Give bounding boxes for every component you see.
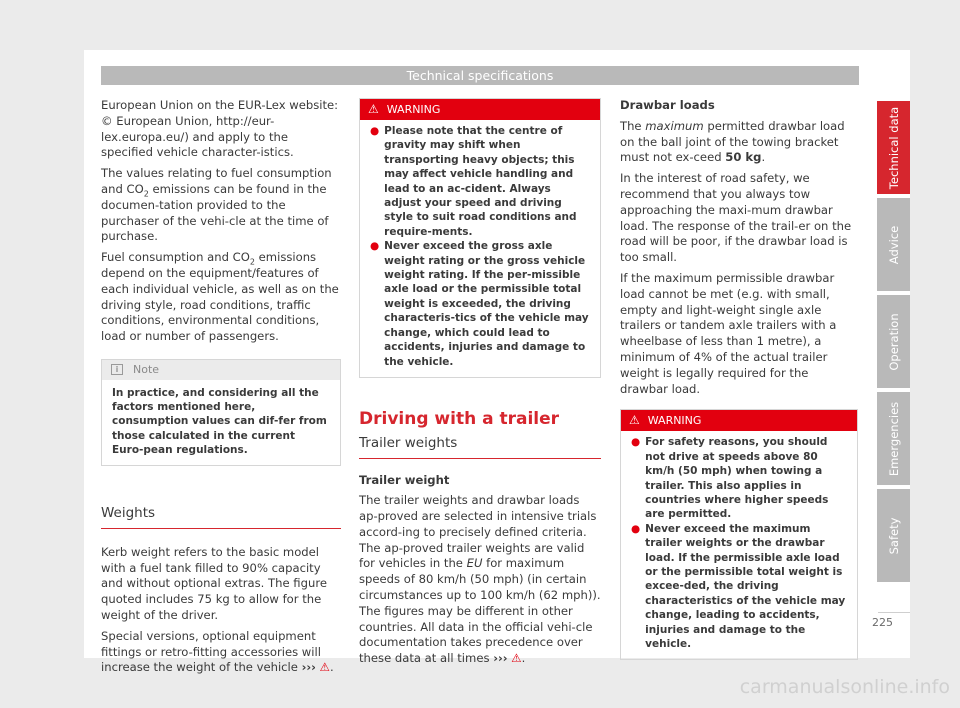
column-3	[620, 98, 858, 660]
warning-box	[620, 409, 858, 660]
page-number: 225	[872, 616, 893, 629]
watermark: carmanualsonline.info	[739, 676, 950, 698]
note-header: i Note	[102, 360, 340, 380]
tab-advice[interactable]: Advice	[877, 198, 910, 291]
warning-text	[621, 431, 857, 659]
tab-emergencies[interactable]: Emergencies	[877, 392, 910, 485]
cross-ref-arrows[interactable]: ›››	[493, 651, 508, 666]
warning-item: ● Never exceed the gross axle weight rating or the gross vehicle weight rating. If the per-missible axle load or the permissible total weight is exceeded, the driving characteris-tics of the vehicle may change, which could lead to accidents, injuries and damage to the vehicle.	[370, 240, 589, 368]
tab-operation[interactable]: Operation	[877, 295, 910, 388]
tab-safety[interactable]: Safety	[877, 489, 910, 582]
divider	[878, 612, 910, 613]
subheading: Drawbar loads	[620, 98, 715, 112]
warning-item: ● For safety reasons, you should not drive at speeds above 80 km/h (50 mph) when towing a trailer. This also applies in countries where higher speeds are permitted.	[631, 436, 829, 521]
cross-ref-arrows[interactable]: ›››	[301, 660, 316, 675]
paragraph: The maximum permitted drawbar load on the ball joint of the towing bracket must not ex-ceed 50 kg.	[620, 118, 845, 165]
subheading: Trailer weight	[359, 472, 450, 487]
paragraph: The values relating to fuel consumption and $CO_2$ emissions can be found in the documen-tation provided to the purchaser of the vehi-cle at the time of purchase.	[101, 166, 332, 244]
bullet-icon: ●	[631, 522, 641, 535]
weights-heading: Weights	[101, 506, 341, 529]
column-2	[359, 98, 601, 672]
info-icon: i	[111, 364, 123, 375]
warning-icon: ⚠	[511, 651, 522, 666]
paragraph: The trailer weights and drawbar loads ap-proved are selected in intensive trials accord-ing to precisely defined criteria. The ap-proved trailer weights are valid for vehicles in the EU for maximum speeds of 80 km/h (50 mph) (in certain circumstances up to 100 km/h (62 mph)). The figures may be different in other countries. All data in the official vehi-cle documentation takes precedence over these data at all times ››› ⚠.	[359, 493, 601, 666]
warning-icon: ⚠	[368, 102, 379, 116]
warning-item: ● Never exceed the maximum trailer weights or the drawbar load. If the permissible axle load or the permissible total weight is excee-ded, the driving characteristics of the vehicle may change, leading to accidents, injuries and damage to the vehicle.	[631, 522, 846, 651]
paragraph: If the maximum permissible drawbar load cannot be met (e.g. with small, empty and light-weight single axle trailers or tandem axle trailers with a wheelbase of less than 1 metre), a minimum of 4% of the actual trailer weight is legally required for the drawbar load.	[620, 270, 837, 396]
note-text: In practice, and considering all the factors mentioned here, consumption values can dif-fer from those calculated in the current Euro-pean regulations.	[112, 386, 327, 456]
bullet-icon: ●	[370, 240, 380, 253]
bullet-icon: ●	[631, 436, 641, 449]
warning-header: ⚠ WARNING	[360, 99, 600, 120]
page-header: Technical specifications	[101, 66, 859, 85]
section-title: Driving with a trailer	[359, 408, 560, 429]
paragraph: Kerb weight refers to the basic model with a fuel tank filled to 90% capacity and without optional extras. The figure quoted includes 75 kg to allow for the weight of the driver.	[101, 544, 327, 622]
warning-icon: ⚠	[629, 413, 640, 428]
paragraph: Special versions, optional equipment fittings or retro-fitting accessories will increase the weight of the vehicle ››› ⚠.	[101, 628, 334, 675]
warning-text	[360, 120, 600, 377]
column-1	[101, 98, 341, 681]
section-subtitle: Trailer weights	[359, 436, 601, 459]
note-box	[101, 359, 341, 466]
warning-icon: ⚠	[319, 660, 331, 675]
warning-box	[359, 98, 601, 378]
bullet-icon: ●	[370, 125, 380, 137]
warning-header: ⚠ WARNING	[621, 410, 857, 431]
paragraph: In the interest of road safety, we recommend that you always tow approaching the maxi-mum drawbar load. The response of the trail-er on the road will be poor, if the drawbar load is too small.	[620, 171, 852, 265]
side-tabs	[877, 101, 910, 586]
paragraph: Fuel consumption and $CO_2$ emissions depend on the equipment/features of each individual vehicle, as well as on the driving style, road conditions, traffic conditions, environmental conditions, load or number of passengers.	[101, 250, 339, 344]
paragraph: European Union on the EUR-Lex website: © European Union, http://eur-lex.europa.eu/) and apply to the specified vehicle character-istics.	[101, 98, 339, 160]
warning-item: ● Please note that the centre of gravity may shift when transporting heavy objects; this may affect vehicle handling and lead to an ac-cident. Always adjust your speed and driving style to suit road conditions and require-ments.	[370, 125, 577, 238]
tab-technical-data[interactable]: Technical data	[877, 101, 910, 194]
